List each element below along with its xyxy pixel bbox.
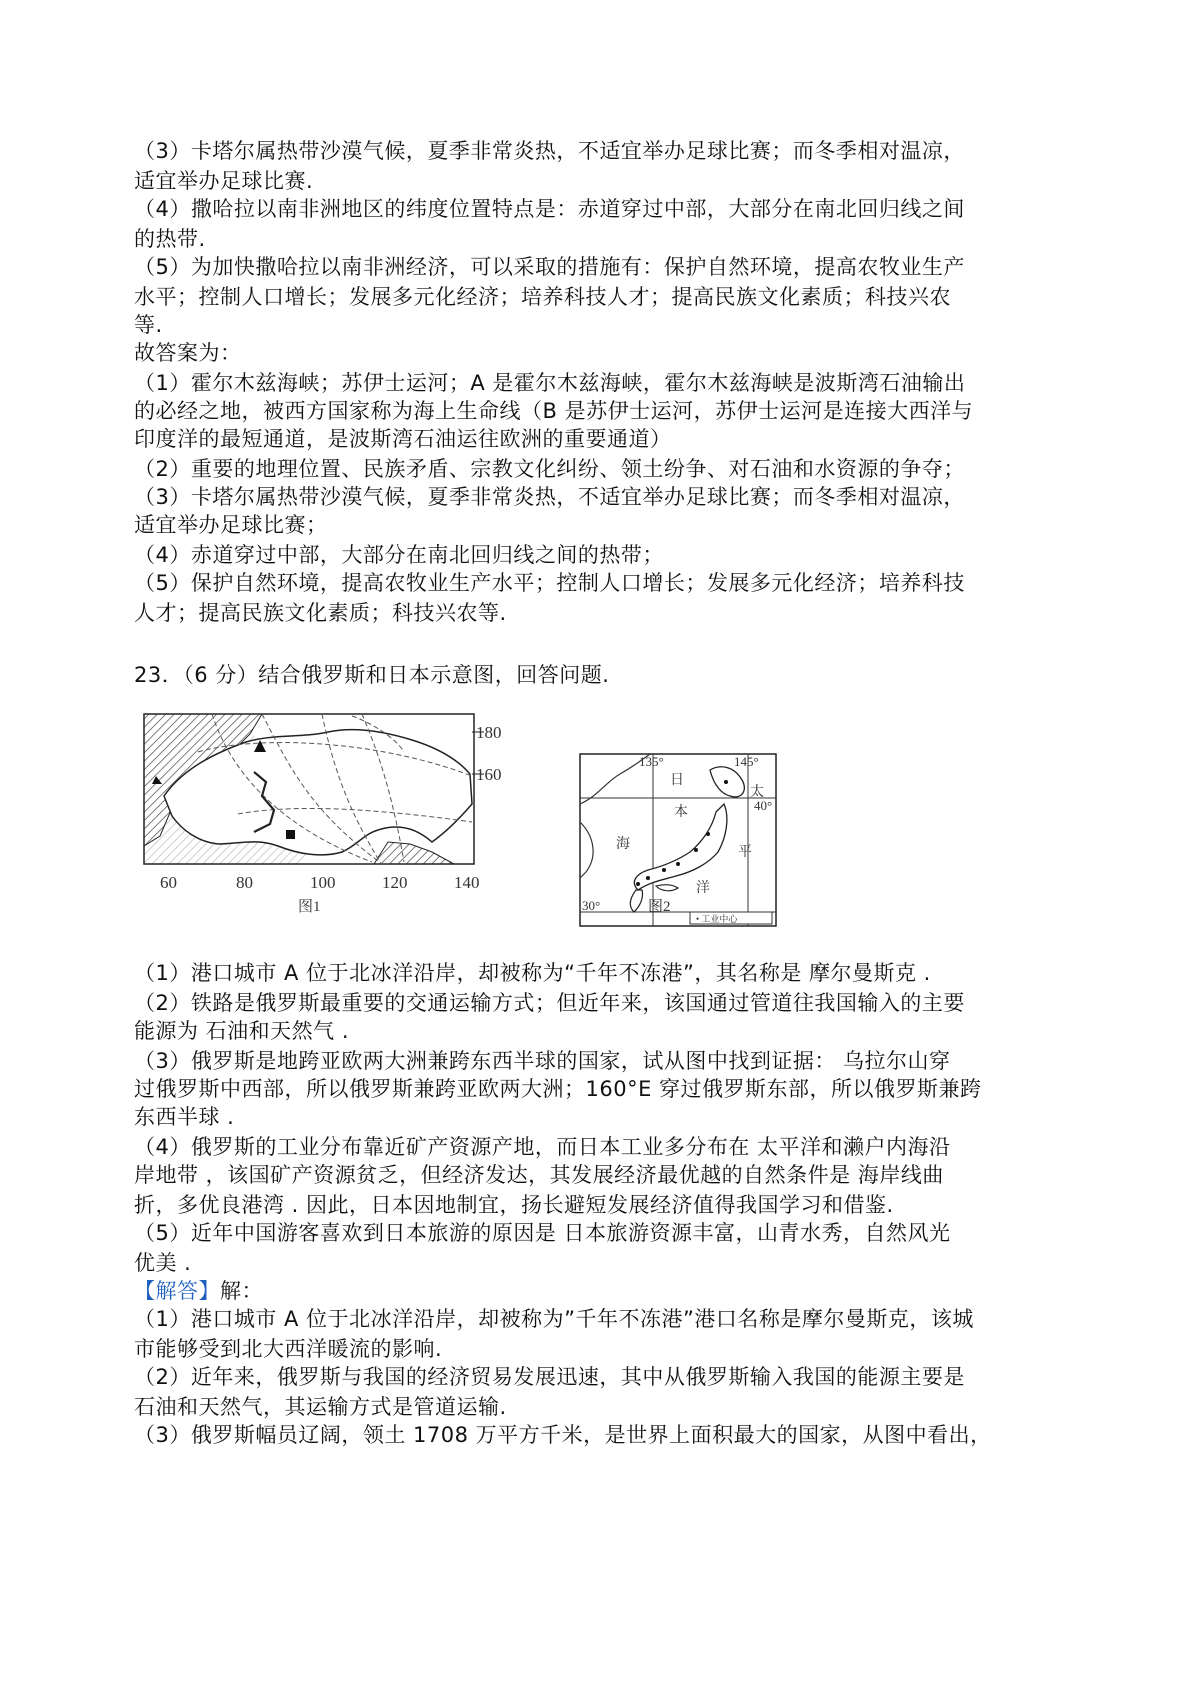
right-tick-label: 180 <box>476 723 502 742</box>
x-tick-label: 60 <box>160 873 177 892</box>
sea-label: 太 <box>750 785 764 800</box>
text-line: 折，多优良港湾 . 因此，日本因地制宜，扬长避短发展经济值得我国学习和借鉴. <box>134 1193 894 1217</box>
figure-2-japan-map <box>578 752 778 930</box>
text-line: （5）为加快撒哈拉以南非洲经济，可以采取的措施有：保护自然环境，提高农牧业生产 <box>134 255 965 279</box>
text-line: 东西半球 . <box>134 1105 235 1129</box>
text-line: （3）俄罗斯是地跨亚欧两大洲兼跨东西半球的国家，试从图中找到证据： 乌拉尔山穿 <box>134 1049 951 1073</box>
x-tick-label: 140 <box>454 873 480 892</box>
text-line: 水平；控制人口增长；发展多元化经济；培养科技人才；提高民族文化素质；科技兴农 <box>134 285 951 309</box>
text-line: 适宜举办足球比赛. <box>134 169 314 193</box>
question-23-title: 23．（6 分）结合俄罗斯和日本示意图，回答问题. <box>134 663 610 687</box>
figure-1-caption: 图1 <box>298 899 321 915</box>
text-line: （3）卡塔尔属热带沙漠气候，夏季非常炎热，不适宜举办足球比赛；而冬季相对温凉， <box>134 485 965 509</box>
sea-label: 本 <box>674 805 688 820</box>
text-line: （2）重要的地理位置、民族矛盾、宗教文化纠纷、领土纷争、对石油和水资源的争夺； <box>134 457 965 481</box>
text-line: （2）铁路是俄罗斯最重要的交通运输方式；但近年来，该国通过管道往我国输入的主要 <box>134 991 965 1015</box>
sea-label: 平 <box>738 845 752 860</box>
text-line: 能源为 石油和天然气 . <box>134 1019 350 1043</box>
text-line: （5）近年中国游客喜欢到日本旅游的原因是 日本旅游资源丰富，山青水秀，自然风光 <box>134 1221 951 1245</box>
lat-label: 30° <box>582 898 601 913</box>
text-line: （3）卡塔尔属热带沙漠气候，夏季非常炎热，不适宜举办足球比赛；而冬季相对温凉， <box>134 139 965 163</box>
text-line: （4）俄罗斯的工业分布靠近矿产资源产地，而日本工业多分布在 太平洋和濑户内海沿 <box>134 1135 951 1159</box>
text-line: 适宜举办足球比赛； <box>134 513 328 537</box>
text-line: 过俄罗斯中西部，所以俄罗斯兼跨亚欧两大洲；160°E 穿过俄罗斯东部，所以俄罗斯兼跨 <box>134 1077 982 1101</box>
legend-industrial-center: • 工业中心 <box>696 914 738 924</box>
russia-map-graphic <box>142 712 502 892</box>
answer-heading-suffix: 解： <box>220 1279 263 1303</box>
figure-1-russia-map <box>142 712 502 892</box>
x-tick-label: 120 <box>382 873 408 892</box>
lat-label: 40° <box>754 798 773 813</box>
text-line: 印度洋的最短通道，是波斯湾石油运往欧洲的重要通道） <box>134 427 672 451</box>
text-line: 优美 . <box>134 1251 192 1275</box>
x-axis-ticks <box>160 873 480 892</box>
text-line: （1）霍尔木兹海峡；苏伊士运河；A 是霍尔木兹海峡，霍尔木兹海峡是波斯湾石油输出 <box>134 371 966 395</box>
text-line: （4）赤道穿过中部，大部分在南北回归线之间的热带； <box>134 543 664 567</box>
text-line: 故答案为： <box>134 341 242 365</box>
x-tick-label: 80 <box>236 873 253 892</box>
text-line: （5）保护自然环境，提高农牧业生产水平；控制人口增长；发展多元化经济；培养科技 <box>134 571 965 595</box>
sea-label: 海 <box>616 837 630 852</box>
text-line: 等. <box>134 313 163 337</box>
text-line: （1）港口城市 A 位于北冰洋沿岸，却被称为“千年不冻港”，其名称是 摩尔曼斯克 . <box>134 961 931 985</box>
text-line: （3）俄罗斯幅员辽阔，领土 1708 万平方千米，是世界上面积最大的国家，从图中看出， <box>134 1423 992 1447</box>
figure-2-caption: 图2 <box>648 899 671 915</box>
lon-label: 135° <box>639 754 664 769</box>
answer-heading-line <box>134 1276 263 1306</box>
text-line: （2）近年来，俄罗斯与我国的经济贸易发展迅速，其中从俄罗斯输入我国的能源主要是 <box>134 1365 965 1389</box>
text-line: 岸地带 ，该国矿产资源贫乏，但经济发达，其发展经济最优越的自然条件是 海岸线曲 <box>134 1163 944 1187</box>
x-tick-label: 100 <box>310 873 336 892</box>
text-line: 石油和天然气，其运输方式是管道运输. <box>134 1395 507 1419</box>
lon-label: 145° <box>734 754 759 769</box>
text-line: 市能够受到北大西洋暖流的影响. <box>134 1337 443 1361</box>
japan-map-graphic <box>578 752 778 930</box>
text-line: （4）撒哈拉以南非洲地区的纬度位置特点是：赤道穿过中部，大部分在南北回归线之间 <box>134 197 965 221</box>
sea-label: 洋 <box>696 881 710 896</box>
text-line: 人才；提高民族文化素质；科技兴农等. <box>134 601 507 625</box>
right-axis-ticks <box>476 723 502 784</box>
sea-label: 日 <box>670 773 684 788</box>
right-tick-label: 160 <box>476 765 502 784</box>
text-line: 的必经之地，被西方国家称为海上生命线（B 是苏伊士运河，苏伊士运河是连接大西洋与 <box>134 399 974 423</box>
text-line: 的热带. <box>134 227 206 251</box>
text-line: （1）港口城市 A 位于北冰洋沿岸，却被称为”千年不冻港”港口名称是摩尔曼斯克，该城 <box>134 1307 974 1331</box>
answer-heading: 【解答】 <box>134 1279 220 1303</box>
